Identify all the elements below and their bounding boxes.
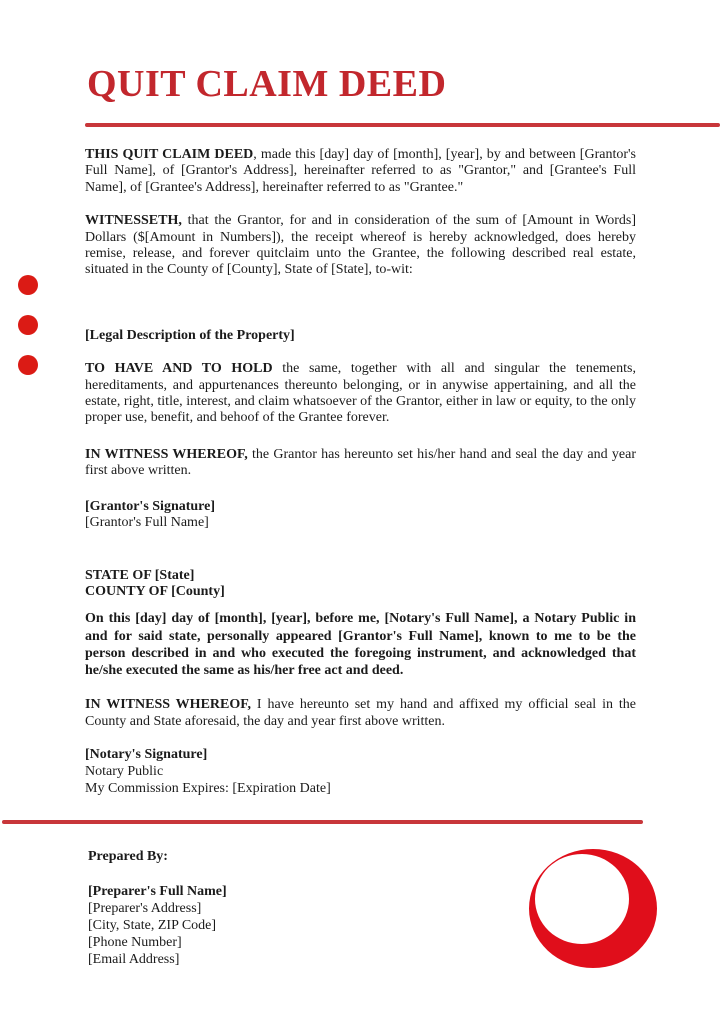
notary-acknowledgment-paragraph: On this [day] day of [month], [year], before me, [Notary's Full Name], a Notary Public in and for said state, personally appeared [Grantor's Full Name], known to me to be the person described in and who executed the foregoing instrument, and acknowledged that he/she executed the same as his/her free act and deed. bbox=[85, 611, 636, 678]
deed-body bbox=[85, 147, 636, 797]
habendum-lead: TO HAVE AND TO HOLD bbox=[85, 361, 273, 377]
grantor-name-line: [Grantor's Full Name] bbox=[85, 515, 209, 531]
witnesseth-lead: WITNESSETH, bbox=[85, 213, 182, 229]
grantor-witness-lead: IN WITNESS WHEREOF, bbox=[85, 446, 248, 462]
grantor-witness-text: the Grantor has hereunto set his/her hand and seal the day and year first above written. bbox=[85, 446, 636, 479]
habendum-text: the same, together with all and singular the tenements, hereditaments, and appurtenances thereunto belonging, or in anywise appertaining, and all the estate, right, title, interest, and claim whatsoever of the Grantor, either in law or equity, to the only proper use, benefit, and behoof of the Grantee forever. bbox=[85, 361, 636, 426]
red-dot-icon bbox=[18, 275, 38, 295]
habendum-paragraph bbox=[85, 361, 636, 427]
crescent-logo-icon bbox=[528, 849, 658, 969]
grantor-signature-line: [Grantor's Signature] bbox=[85, 498, 216, 514]
prepared-by-heading: Prepared By: bbox=[88, 849, 168, 864]
legal-description-placeholder: [Legal Description of the Property] bbox=[85, 327, 295, 343]
margin-dots bbox=[18, 275, 38, 395]
notary-commission-line: My Commission Expires: [Expiration Date] bbox=[85, 780, 331, 796]
grantor-witness-paragraph bbox=[85, 447, 636, 480]
top-divider bbox=[85, 123, 720, 127]
red-dot-icon bbox=[18, 355, 38, 375]
bottom-divider bbox=[2, 820, 643, 824]
notary-witness-lead: IN WITNESS WHEREOF, bbox=[85, 697, 252, 713]
witnesseth-text: that the Grantor, for and in consideration of the sum of [Amount in Words] Dollars ($[Amount in Numbers]), the receipt whereof is hereby acknowledged, does hereby remise, release, and forever quitclaim unto the Grantee, the following described real estate, situated in the County of [County], State of [State], to-wit: bbox=[85, 213, 636, 278]
preparer-address: [Preparer's Address] bbox=[88, 901, 202, 916]
opening-paragraph bbox=[85, 147, 636, 196]
notary-signature-block bbox=[85, 747, 636, 797]
prepared-by-block bbox=[88, 848, 227, 968]
witnesseth-paragraph bbox=[85, 213, 636, 279]
notary-title-line: Notary Public bbox=[85, 763, 164, 779]
notary-witness-text: I have hereunto set my hand and affixed my official seal in the County and State aforesaid, the day and year first above written. bbox=[85, 697, 636, 729]
preparer-name: [Preparer's Full Name] bbox=[88, 884, 227, 899]
page-title: QUIT CLAIM DEED bbox=[87, 63, 447, 105]
red-dot-icon bbox=[18, 315, 38, 335]
venue-block bbox=[85, 568, 636, 602]
preparer-city-state-zip: [City, State, ZIP Code] bbox=[88, 918, 217, 933]
notary-witness-paragraph bbox=[85, 697, 636, 730]
preparer-phone: [Phone Number] bbox=[88, 935, 182, 950]
preparer-email: [Email Address] bbox=[88, 952, 180, 967]
county-line: COUNTY OF [County] bbox=[85, 584, 225, 600]
opening-text: , made this [day] day of [month], [year], by and between [Grantor's Full Name], of [Grantor's Address], hereinafter referred to as "Grantor," and [Grantee's Full Name], of [Grantee's Address], hereinafter referred to as "Grantee." bbox=[85, 147, 636, 195]
notary-signature-line: [Notary's Signature] bbox=[85, 746, 208, 762]
grantor-signature-block bbox=[85, 499, 636, 532]
state-line: STATE OF [State] bbox=[85, 567, 195, 583]
opening-lead: THIS QUIT CLAIM DEED bbox=[85, 147, 254, 162]
